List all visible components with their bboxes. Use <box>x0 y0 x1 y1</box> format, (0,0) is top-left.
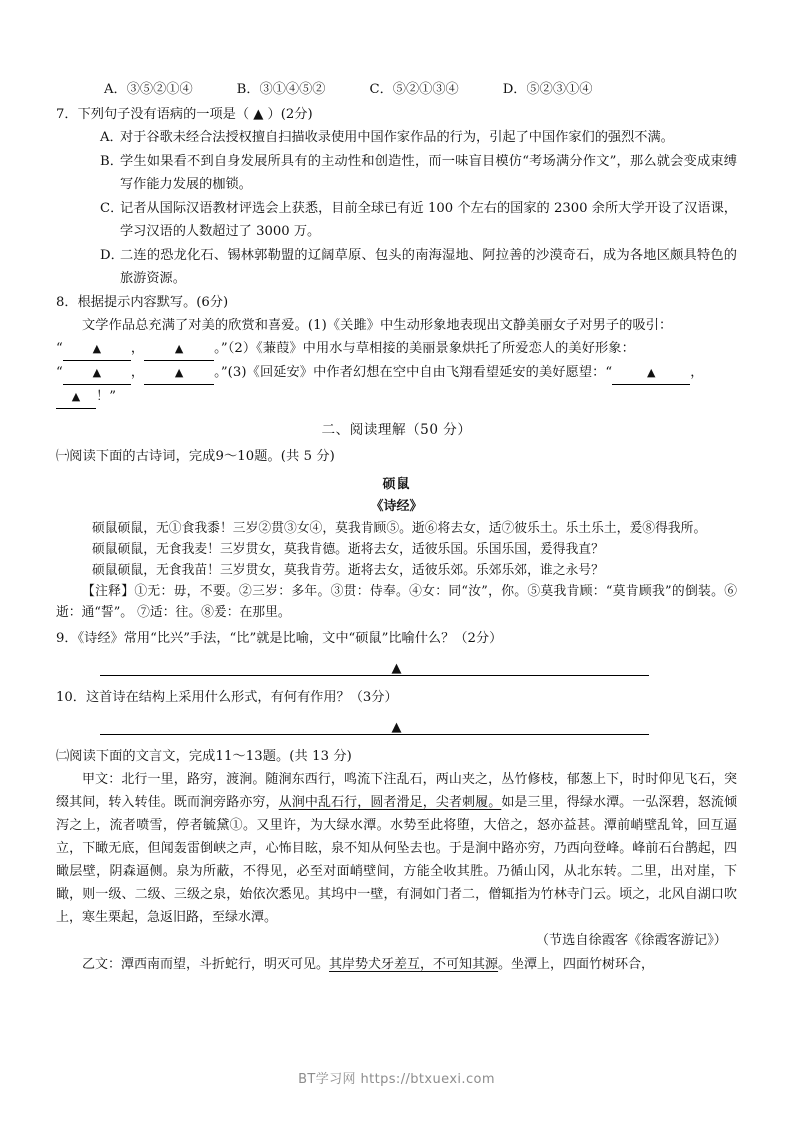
question8-blank-row-2 <box>56 361 737 385</box>
poem-title: 硕鼠 <box>382 476 411 492</box>
poem-source: 《诗经》 <box>370 498 423 514</box>
question9-answer-area[interactable] <box>56 652 737 682</box>
section2-heading: 二、阅读理解（50 分） <box>321 421 472 438</box>
poem-notes: 【注释】①无：毋，不要。②三岁：多年。③贯：侍奉。④女：同“汝”，你。⑤莫我肯顾：“莫肯顾我”的倒装。⑥逝：通“誓”。 ⑦适：往。⑧爰：在那里。 <box>56 583 737 620</box>
passage-jia-text-1: 北行一里，路穷，渡涧。随涧东西行，鸣流下注乱石，两山夹之，丛竹修枝，郁葱上下，时时仰见飞石，突缀其间，转入转佳。既而涧旁路亦穷， <box>56 771 737 810</box>
choice-tag: A． <box>100 130 123 145</box>
question6-option-b[interactable]: B．③①④⑤② <box>236 82 326 97</box>
question10-answer-area[interactable] <box>56 711 737 741</box>
choice-tag: B． <box>100 153 123 169</box>
quote-open-3: “ <box>605 364 613 380</box>
quote-close-3: ” <box>109 388 117 404</box>
period-2: 。 <box>214 364 221 380</box>
comma-1: ， <box>130 340 145 356</box>
passage-yi-label: 乙文： <box>82 956 122 972</box>
answer-rule <box>100 734 649 735</box>
site-watermark: BT学习网 https://btxuexi.com <box>298 1072 495 1087</box>
question7-choice-a[interactable] <box>56 126 737 150</box>
poem-line-2: 硕鼠硕鼠，无食我麦！三岁贯女，莫我肯德。逝将去女，适彼乐国。乐国乐国，爰得我直？ <box>92 541 604 557</box>
question6-options-row <box>56 78 737 101</box>
section2-sub1: ㈠阅读下面的古诗词，完成9～10题。(共 5 分) <box>56 448 335 464</box>
choice-text: 记者从国际汉语教材评选会上获悉，目前全球已有近 100 个左右的国家的 2300 余所大学开设了汉语课，学习汉语的人数超过了 3000 万。 <box>120 200 737 239</box>
passage-jia <box>56 768 737 929</box>
choice-tag: D． <box>100 247 124 263</box>
passage-jia-text-2: 如是三里，得绿水潭。一弘深碧，怒流倾泻之上，流者喷雪，停者毓黛①。又里许，为大绿水潭。水势至此将堕，大倍之，怒亦益甚。潭前峭壁乱耸，回互逼立，下瞰无底，但闻轰雷倒峡之声，心怖目眩，泉不知从何坠去也。于是涧中路亦穷，乃西向登峰。峰前石台鹊起，四瞰层壁，阴森逼侧。泉为所蔽，不得见，必至对面峭壁间，方能全收其胜。乃循山冈，从北东转。二里，出对崖，下瞰，则一级、二级、三级之泉，始依次悉见。其坞中一壁，有洞如门者二，僧辄指为竹林寺门云。顷之，北风自湖口吹上，寒生栗起，急返旧路，至绿水潭。 <box>56 794 737 925</box>
question8-blank-row-1 <box>56 337 737 361</box>
answer-triangle-icon: ▲ <box>391 660 402 676</box>
question8-part3-lead: (3)《回延安》中作者幻想在空中自由飞翔看望延安的美好愿望： <box>227 364 606 380</box>
choice-text: 二连的恐龙化石、锡林郭勒盟的辽阔草原、包头的南海湿地、阿拉善的沙漠奇石，成为各地区颇具特色的旅游资源。 <box>120 247 737 286</box>
answer-rule <box>100 675 649 676</box>
passage-yi-underlined: 其岸势犬牙差互，不可知其源 <box>329 956 499 972</box>
choice-text: 对于谷歌未经合法授权擅自扫描收录使用中国作家作品的行为，引起了中国作家们的强烈不满。 <box>120 130 674 145</box>
quote-close-1: ” <box>220 340 228 356</box>
question8-blank-6[interactable]: ▲ <box>56 385 96 409</box>
quote-open-1: “ <box>56 340 63 356</box>
passage-jia-attribution: （节选自徐霞客《徐霞客游记》） <box>535 932 727 948</box>
question8-blank-3[interactable]: ▲ <box>63 361 131 385</box>
question8-blank-1[interactable]: ▲ <box>63 337 131 361</box>
question7-choice-c[interactable] <box>56 197 737 244</box>
poem-line-1: 硕鼠硕鼠，无①食我黍！三岁②贯③女④，莫我肯顾⑤。逝⑥将去女，适⑦彼乐土。乐土乐土，爰⑧得我所。 <box>92 520 707 536</box>
passage-jia-label: 甲文： <box>82 771 122 787</box>
question6-option-a[interactable]: A．③⑤②①④ <box>104 82 193 97</box>
passage-jia-underlined: 从涧中乱石行，圆者滑足，尖者刺履。 <box>278 794 502 810</box>
question9-stem: 9．《诗经》常用“比兴”手法，“比”就是比喻，文中“硕鼠”比喻什么？（2分） <box>56 630 503 646</box>
answer-triangle-icon: ▲ <box>391 719 402 735</box>
exclaim-1: ！ <box>96 388 110 404</box>
question8-blank-5[interactable]: ▲ <box>612 361 690 385</box>
question10-stem: 10．这首诗在结构上采用什么形式，有何有作用？（3分） <box>56 689 398 705</box>
passage-yi <box>56 953 737 976</box>
quote-close-2: ” <box>220 364 228 380</box>
comma-2: ， <box>130 364 145 380</box>
question7-stem: 7．下列句子没有语病的一项是（ ▲ ）(2分) <box>56 107 313 122</box>
question7-choice-b[interactable] <box>56 150 737 197</box>
choice-text: 学生如果看不到自身发展所具有的主动性和创造性，而一味盲目模仿“考场满分作文”，那么就会变成束缚写作能力发展的枷锁。 <box>120 153 737 192</box>
question8-blank-row-3 <box>56 385 737 409</box>
question6-option-c[interactable]: C．⑤②①③④ <box>369 82 459 97</box>
question6-option-d[interactable]: D．⑤②③①④ <box>502 82 593 97</box>
passage-yi-text-1: 潭西南而望，斗折蛇行，明灭可见。 <box>121 956 330 972</box>
question8-blank-2[interactable]: ▲ <box>144 337 214 361</box>
question8-blank-4[interactable]: ▲ <box>144 361 214 385</box>
section2-sub2: ㈡阅读下面的文言文，完成11～13题。(共 13 分) <box>56 748 352 764</box>
question8-stem: 8．根据提示内容默写。(6分) <box>56 294 229 310</box>
period-1: 。 <box>214 340 221 356</box>
poem-line-3: 硕鼠硕鼠，无食我苗！三岁贯女，莫我肯劳。逝将去女，适彼乐郊。乐郊乐郊，谁之永号？ <box>92 562 604 578</box>
question8-part2-lead: （2）《蒹葭》中用水与草相接的美丽景象烘托了所爱恋人的美好形象： <box>227 340 635 356</box>
question8-intro: 文学作品总充满了对美的欣赏和喜爱。(1)《关雎》中生动形象地表现出文静美丽女子对男子的吸引： <box>82 317 673 333</box>
choice-tag: C． <box>100 200 124 216</box>
passage-yi-text-2: 。坐潭上，四面竹树环合， <box>498 956 655 972</box>
comma-3: ， <box>690 364 704 380</box>
quote-open-2: “ <box>56 364 63 380</box>
question7-choice-d[interactable] <box>56 244 737 291</box>
